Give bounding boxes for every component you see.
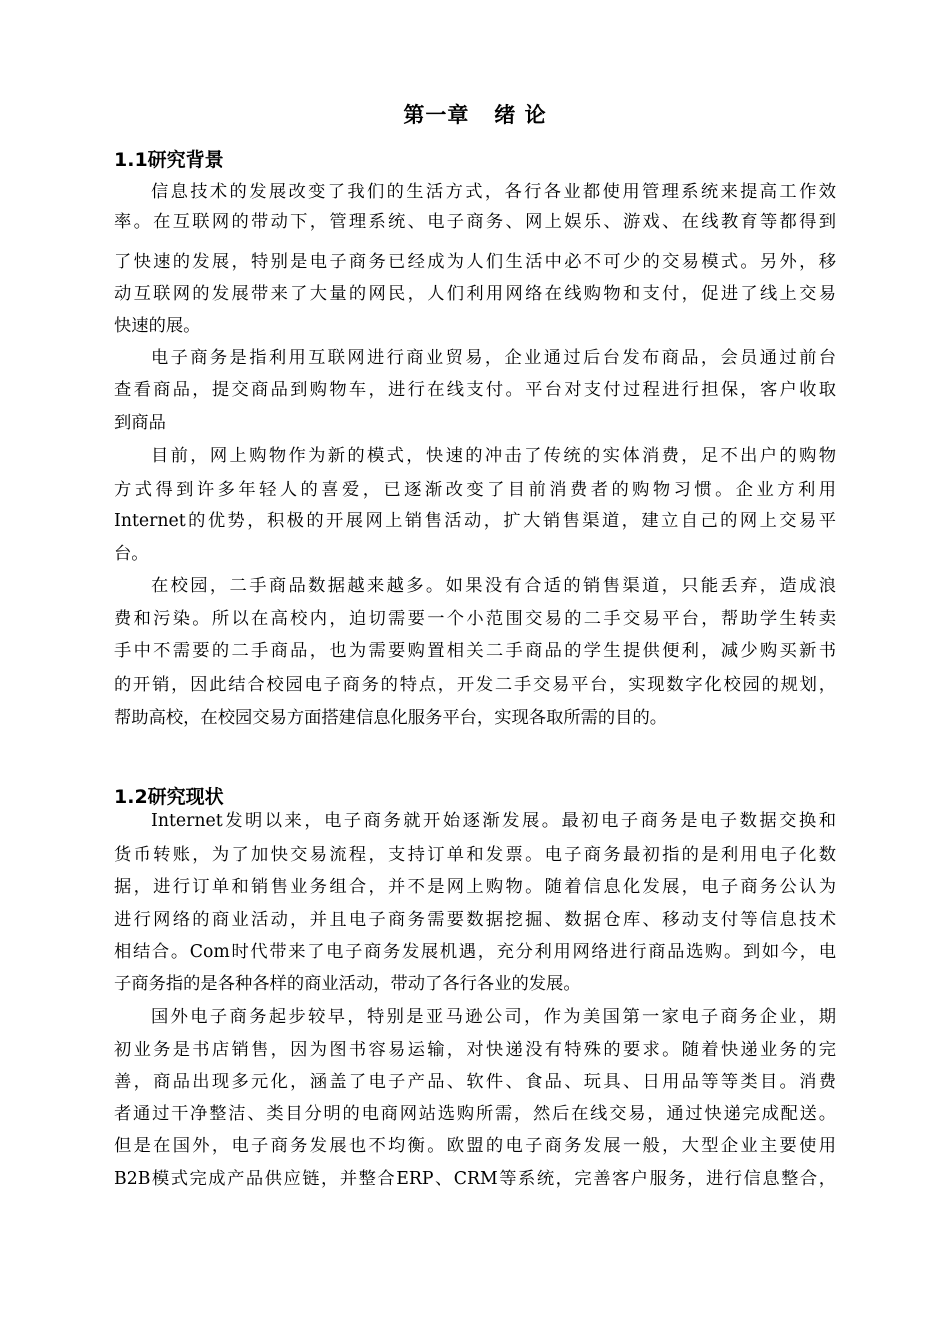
paragraph-line: 在校园，二手商品数据越来越多。如果没有合适的销售渠道，只能丢弃，造成浪 [151,576,836,596]
paragraph-line: 子商务指的是各种各样的商业活动，带动了各行各业的发展。 [114,974,581,994]
paragraph-line: 据，进行订单和销售业务组合，并不是网上购物。随着信息化发展，电子商务公认为 [114,877,836,897]
section-heading-1-2: 1.2研究现状 [114,786,224,808]
paragraph-line: 善，商品出现多元化，涵盖了电子产品、软件、食品、玩具、日用品等等类目。消费 [114,1072,836,1092]
paragraph-line: 初业务是书店销售，因为图书容易运输，对快递没有特殊的要求。随着快递业务的完 [114,1040,836,1060]
paragraph-line: 到商品 [114,413,166,433]
paragraph-line: 者通过干净整洁、类目分明的电商网站选购所需，然后在线交易，通过快递完成配送。 [114,1104,836,1124]
paragraph-line: 方式得到许多年轻人的喜爱，已逐渐改变了目前消费者的购物习惯。企业方利用 [114,480,836,500]
paragraph-line: 查看商品，提交商品到购物车，进行在线支付。平台对支付过程进行担保，客户收取 [114,380,836,400]
paragraph-line: 进行网络的商业活动，并且电子商务需要数据挖掘、数据仓库、移动支付等信息技术 [114,910,836,930]
paragraph-line: 目前，网上购物作为新的模式，快速的冲击了传统的实体消费，足不出户的购物 [151,446,836,466]
paragraph-line: 国外电子商务起步较早，特别是亚马逊公司，作为美国第一家电子商务企业，期 [151,1007,836,1027]
paragraph-line: Internet发明以来，电子商务就开始逐渐发展。最初电子商务是电子数据交换和 [151,811,836,831]
paragraph-line: 动互联网的发展带来了大量的网民，人们利用网络在线购物和支付，促进了线上交易 [114,284,836,304]
paragraph-line: 的开销，因此结合校园电子商务的特点，开发二手交易平台，实现数字化校园的规划， [114,675,836,695]
paragraph-line: 电子商务是指利用互联网进行商业贸易，企业通过后台发布商品，会员通过前台 [151,348,836,368]
paragraph-line: 手中不需要的二手商品，也为需要购置相关二手商品的学生提供便利，减少购买新书 [114,641,836,661]
paragraph-line: 货币转账，为了加快交易流程，支持订单和发票。电子商务最初指的是利用电子化数 [114,845,836,865]
paragraph-line: 费和污染。所以在高校内，迫切需要一个小范围交易的二手交易平台，帮助学生转卖 [114,609,836,629]
paragraph-line: 快速的展。 [114,316,201,336]
paragraph-line: 率。在互联网的带动下，管理系统、电子商务、网上娱乐、游戏、在线教育等都得到 [114,212,836,232]
chapter-title: 第一章 绪 论 [403,103,547,127]
paragraph-line: 帮助高校，在校园交易方面搭建信息化服务平台，实现各取所需的目的。 [114,708,668,728]
paragraph-line: 信息技术的发展改变了我们的生活方式，各行各业都使用管理系统来提高工作效 [151,182,836,202]
paragraph-line: 台。 [114,544,149,564]
paragraph-line: B2B模式完成产品供应链，并整合ERP、CRM等系统，完善客户服务，进行信息整合， [114,1169,836,1189]
paragraph-line: 但是在国外，电子商务发展也不均衡。欧盟的电子商务发展一般，大型企业主要使用 [114,1136,836,1156]
paragraph-line: 相结合。Com时代带来了电子商务发展机遇，充分利用网络进行商品选购。到如今，电 [114,942,836,962]
paragraph-line: Internet的优势，积极的开展网上销售活动，扩大销售渠道，建立自己的网上交易平 [114,511,836,531]
paragraph-line: 了快速的发展，特别是电子商务已经成为人们生活中必不可少的交易模式。另外，移 [114,252,836,272]
section-heading-1-1: 1.1研究背景 [114,149,224,171]
